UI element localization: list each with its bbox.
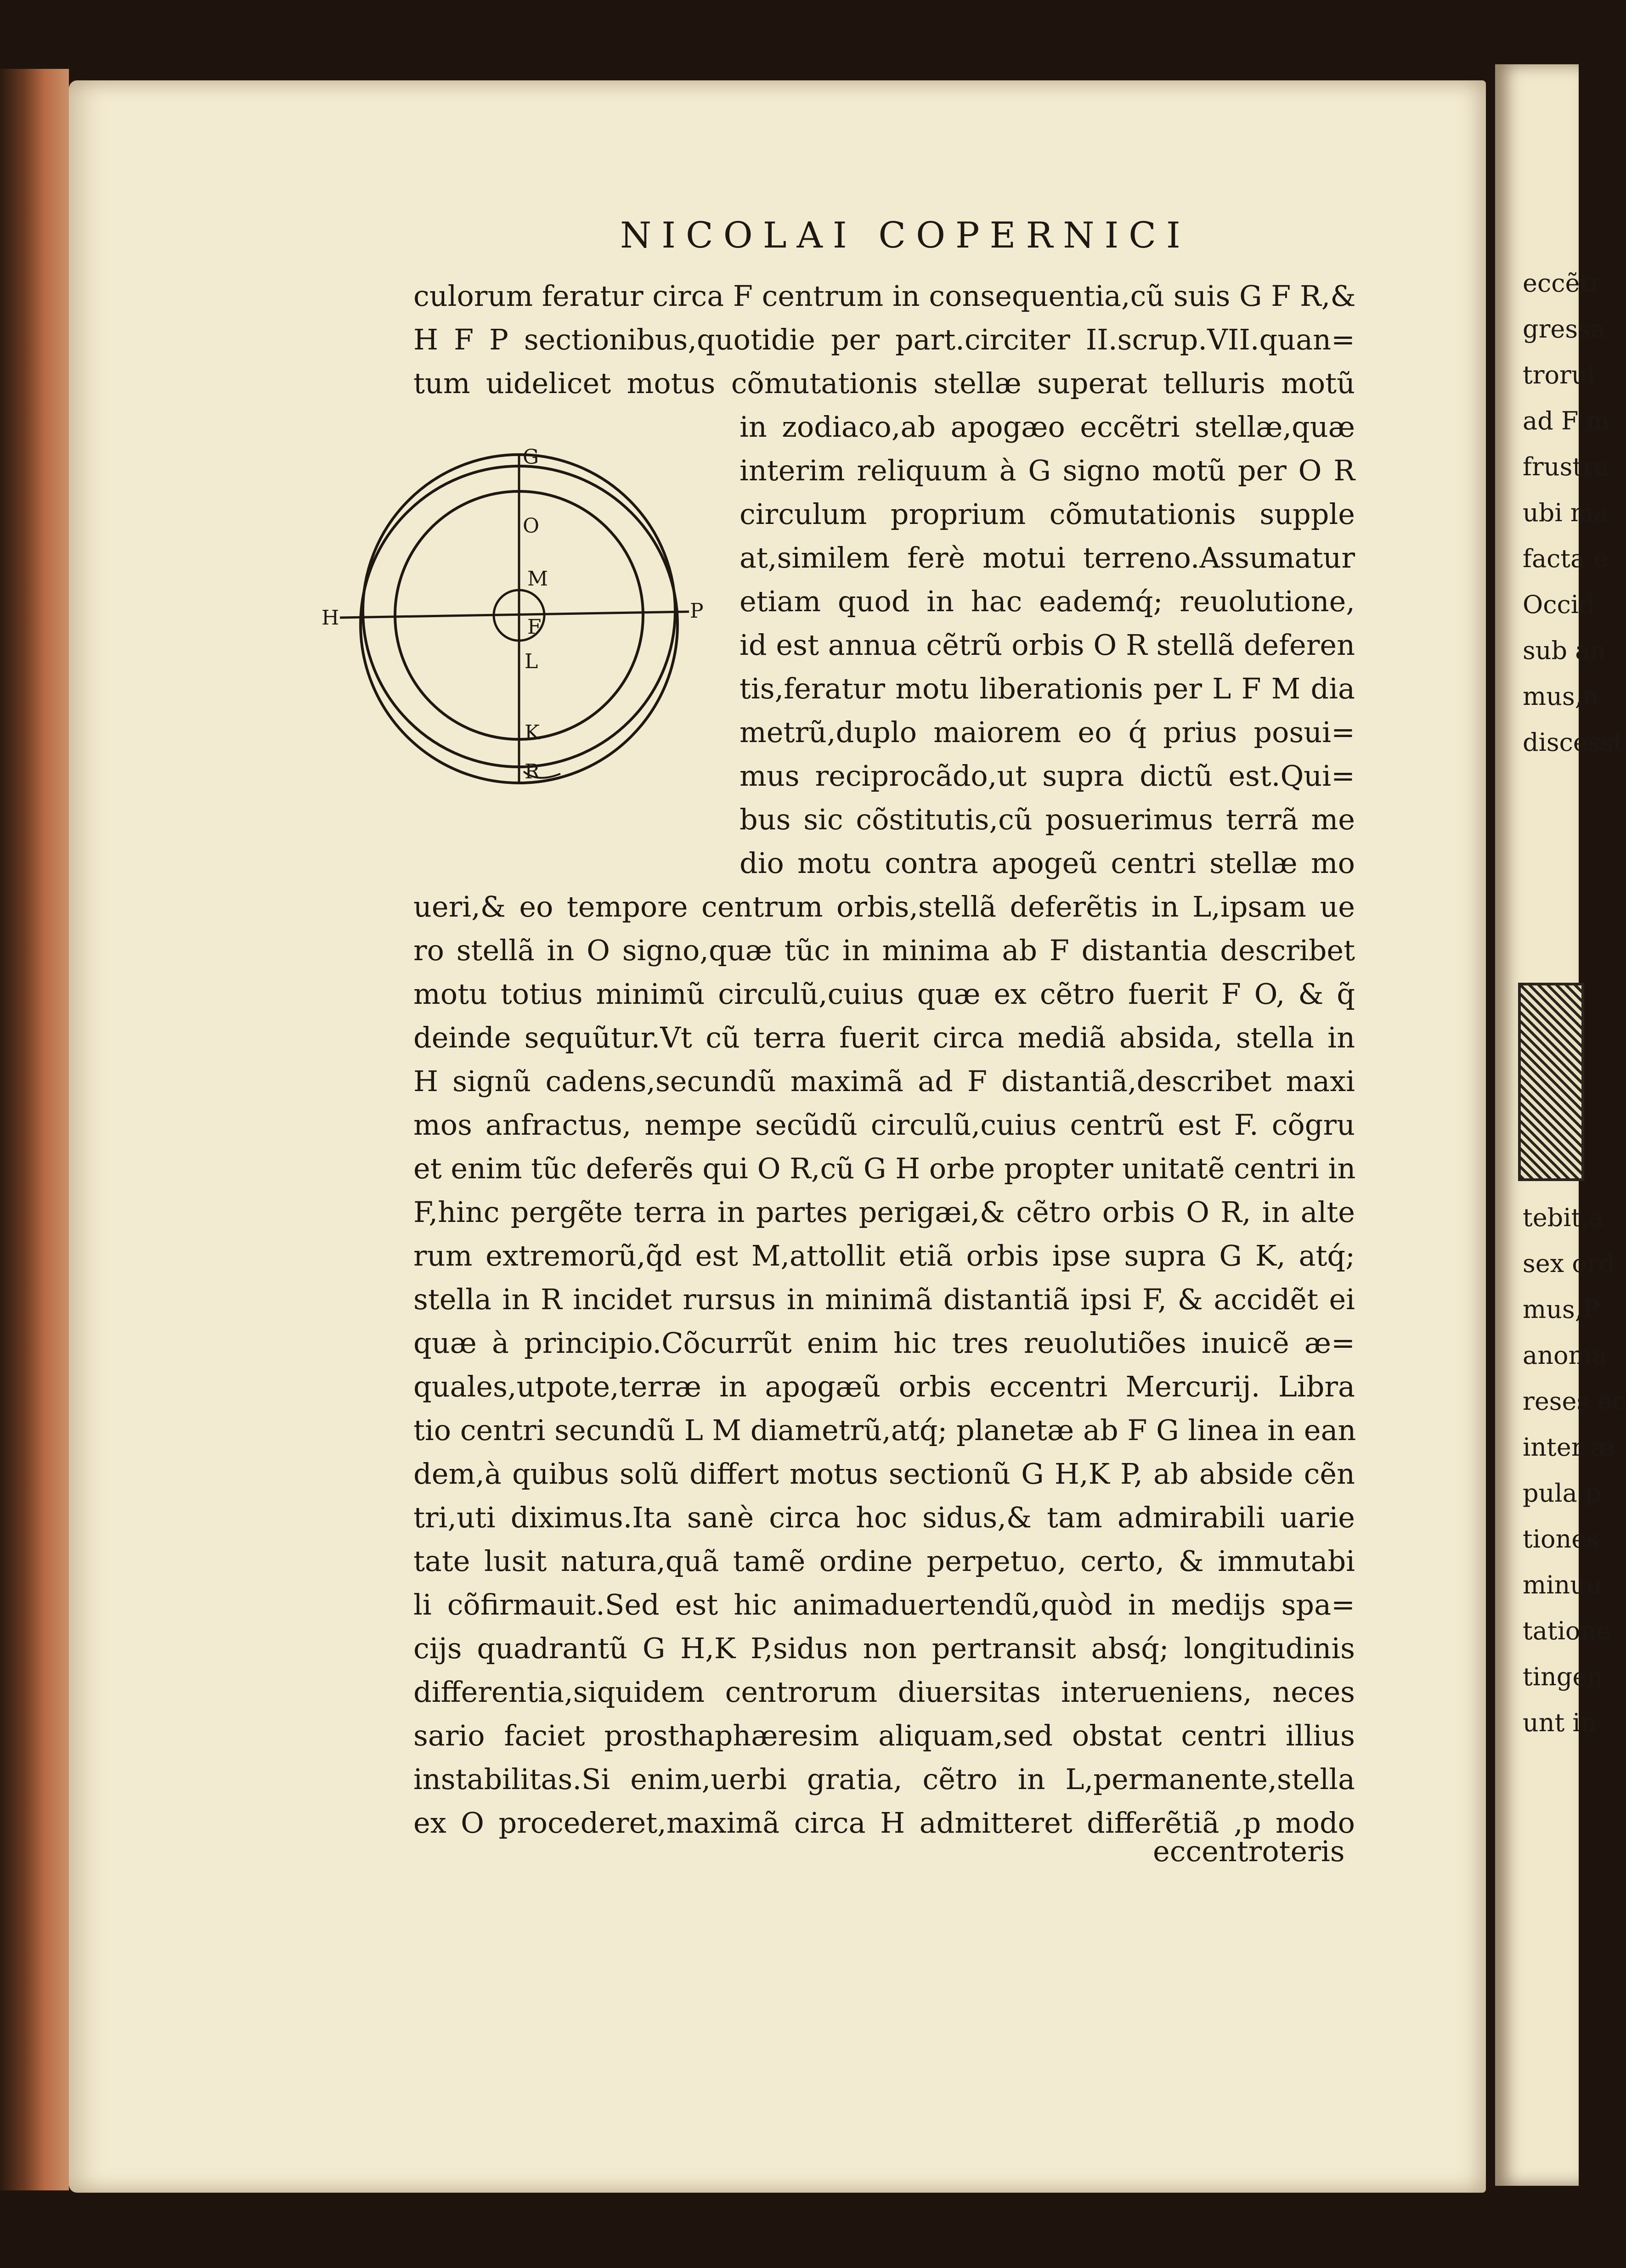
text-line: tis,feratur motu liberationis per L F M dia [740,672,1355,705]
running-head: NICOLAI COPERNICI [620,215,1191,256]
text-line: stella in R incidet rursus in minimã distantiã ipsi F, & accidẽt ei [413,1283,1355,1316]
decorated-initial [1518,983,1584,1181]
text-line: li cõfirmauit.Sed est hic animaduertendũ,quòd in medijs spa= [413,1588,1355,1621]
facing-text: mus,P [1523,1295,1600,1324]
facing-text: facta e [1523,544,1608,573]
text-line: ueri,& eo tempore centrum orbis,stellã deferẽtis in L,ipsam ue [413,890,1355,923]
text-line: H signũ cadens,secundũ maximã ad F distantiã,describet maxi [413,1064,1355,1098]
facing-text: minuu [1523,1570,1602,1599]
facing-text: ubi ma [1523,498,1609,527]
label-g: G [523,445,539,469]
facing-text: ad F m [1523,406,1610,435]
label-o: O [523,514,540,538]
catchword: eccentroteris [1153,1835,1345,1868]
label-h: H [322,606,339,630]
facing-text: tebit,a [1523,1203,1604,1232]
facing-text: discesst [1523,728,1623,757]
text-line: dem,à quibus solũ differt motus sectionũ G H,K P, ab abside cẽn [413,1457,1355,1491]
label-l: L [525,650,538,673]
text-line: circulum proprium cõmutationis supple [740,497,1355,531]
text-line: motu totius minimũ circulũ,cuius quæ ex cẽtro fuerit F O, & q̃ [413,977,1355,1011]
facing-text: sub an [1523,636,1606,665]
page-edges [0,69,69,2190]
facing-text: pula p [1523,1479,1601,1508]
horizontal-axis [340,612,689,618]
text-line: metrũ,duplo maiorem eo q́ prius posui= [740,715,1355,749]
facing-text: tatione [1523,1616,1611,1645]
facing-text: Occid [1523,590,1595,619]
text-line: H F P sectionibus,quotidie per part.circiter II.scrup.VII.quan= [413,323,1355,356]
text-line: ex O procederet,maximã circa H admitteret differẽtiã ,p modo [413,1806,1355,1840]
label-p: P [690,599,704,623]
facing-text: unt in [1523,1708,1597,1737]
label-r: R [525,760,540,783]
text-line: in zodiaco,ab apogæo eccẽtri stellæ,quæ [740,410,1355,444]
text-line: F,hinc pergẽte terra in partes perigæi,& cẽtro orbis O R, in alte [413,1195,1355,1229]
facing-text: gressa [1523,315,1605,343]
text-line: cijs quadrantũ G H,K P,sidus non pertransit absq́; longitudinis [413,1632,1355,1665]
facing-text: inter æ [1523,1433,1615,1462]
text-line: id est annua cẽtrũ orbis O R stellã deferen [740,628,1355,662]
label-k: K [525,721,540,744]
facing-text: eccẽtr [1523,269,1602,298]
facing-text: tiones [1523,1525,1599,1553]
text-line: tate lusit natura,quã tamẽ ordine perpetuo, certo, & immutabi [413,1544,1355,1578]
text-line: et enim tũc deferẽs qui O R,cũ G H orbe propter unitatẽ centri in [413,1152,1356,1185]
text-line: mus reciprocãdo,ut supra dictũ est.Qui= [740,759,1355,793]
text-line: quæ à principio.Cõcurrũt enim hic tres reuolutiões inuicẽ æ= [413,1326,1355,1360]
facing-text: anoma [1523,1341,1607,1370]
text-line: tio centri secundũ L M diametrũ,atq́; planetæ ab F G linea in ean [413,1413,1356,1447]
orbit-diagram [322,441,717,790]
text-line: culorum feratur circa F centrum in consequentia,cũ suis G F R,& [413,279,1356,313]
facing-text: tingen [1523,1662,1603,1691]
text-line: bus sic cõstitutis,cũ posuerimus terrã me [740,803,1355,836]
label-m: M [527,567,548,591]
text-line: dio motu contra apogeũ centri stellæ mo [740,846,1355,880]
text-line: interim reliquum à G signo motũ per O R [740,454,1355,487]
text-line: differentia,siquidem centrorum diuersitas interueniens, neces [413,1675,1355,1709]
facing-text: sex ord [1523,1249,1615,1278]
text-line: instabilitas.Si enim,uerbi gratia, cẽtro in L,permanente,stella [413,1762,1355,1796]
text-line: mos anfractus, nempe secũdũ circulũ,cuius centrũ est F. cõgru [413,1108,1355,1142]
facing-text: mus,n [1523,682,1599,711]
facing-text: frustra [1523,452,1609,481]
text-line: ro stellã in O signo,quæ tũc in minima ab F distantia describet [413,934,1355,967]
text-line: deinde sequũtur.Vt cũ terra fuerit circa mediã absida, stella in [413,1021,1355,1054]
text-line: etiam quod in hac eademq́; reuolutione, [740,585,1355,618]
label-f: F [527,615,542,639]
facing-text: trorui [1523,360,1595,389]
text-line: tum uidelicet motus cõmutationis stellæ superat telluris motũ [413,366,1355,400]
text-line: rum extremorũ,q̃d est M,attollit etiã orbis ipse supra G K, atq́; [413,1239,1355,1272]
text-line: sario faciet prosthaphæresim aliquam,sed obstat centri illius [413,1719,1355,1752]
facing-text: reses ec [1523,1387,1626,1416]
text-line: at,similem ferè motui terreno.Assumatur [740,541,1355,574]
facing-page [1495,64,1626,2186]
text-line: tri,uti diximus.Ita sanè circa hoc sidus,& tam admirabili uarie [413,1501,1355,1534]
text-line: quales,utpote,terræ in apogæũ orbis eccentri Mercurij. Libra [413,1370,1355,1403]
